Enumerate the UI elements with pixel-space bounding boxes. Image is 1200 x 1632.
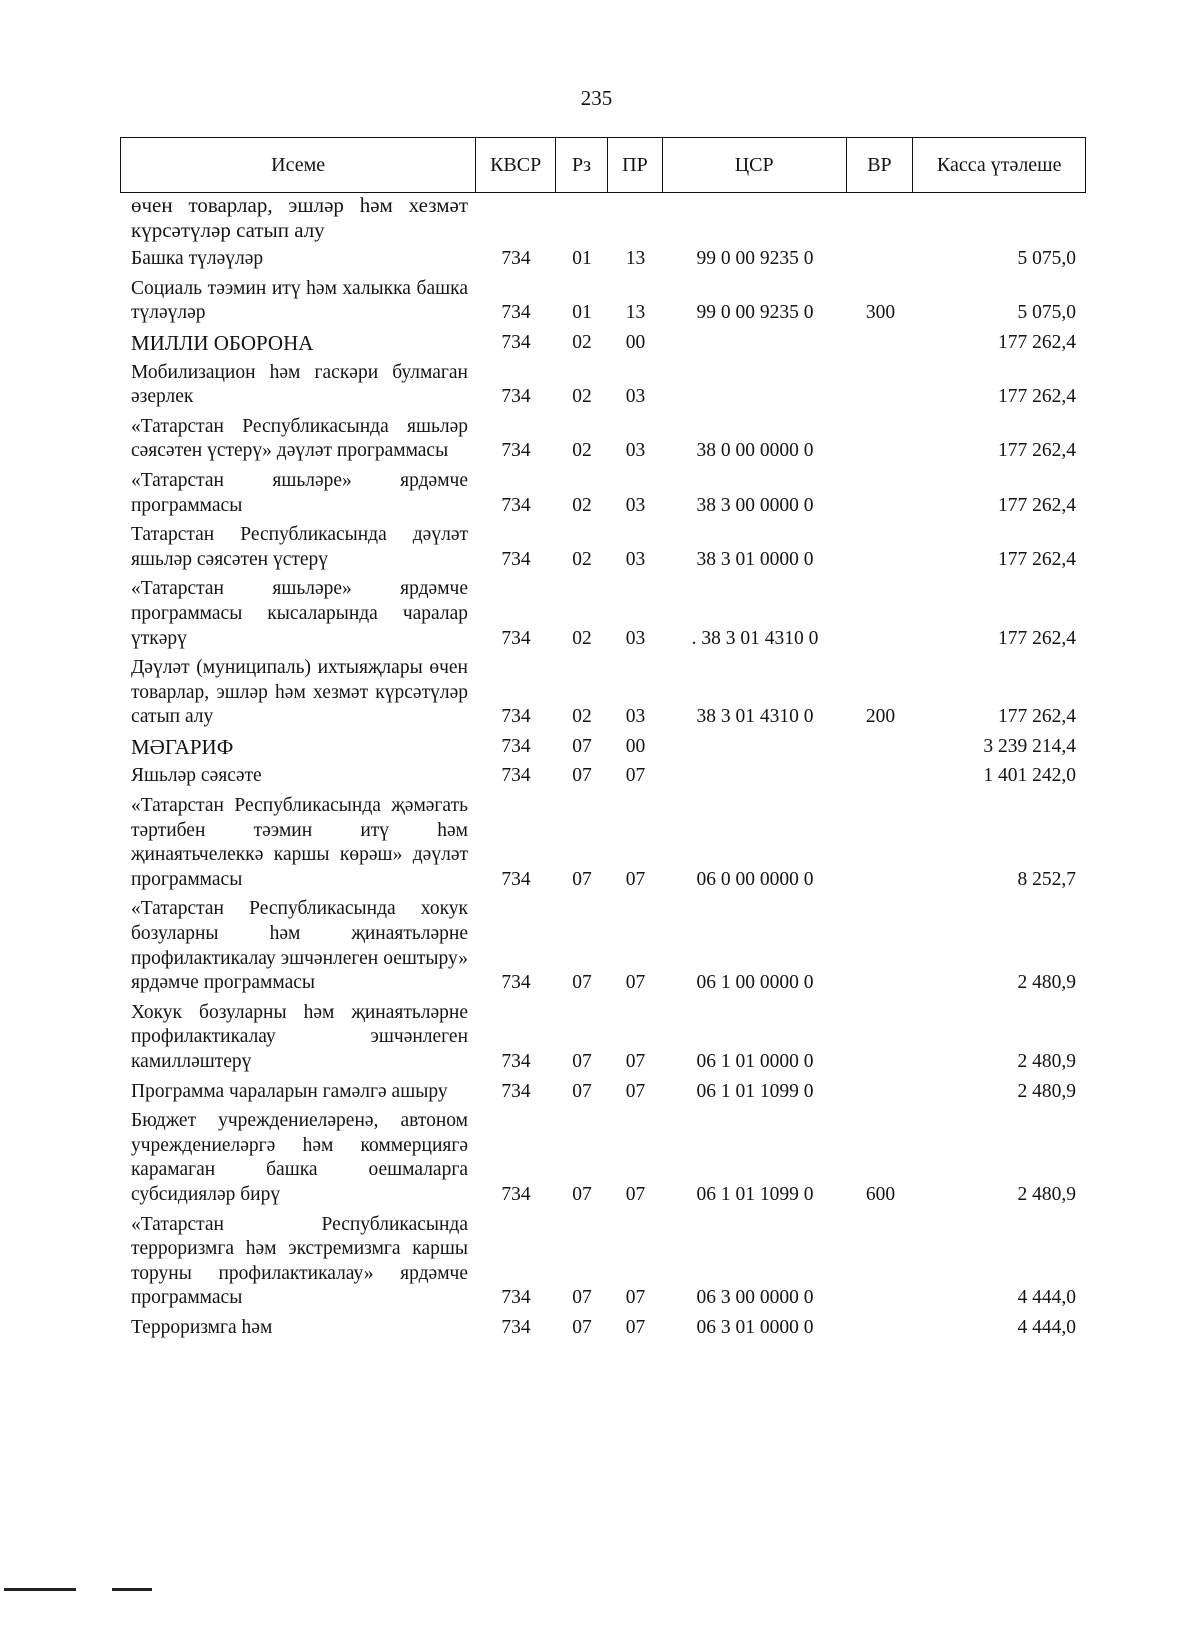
row-kvsr: 734 [501, 331, 531, 353]
row-name: Бюджет учреждениеләренә, автоном учреждениеләргә һәм коммерциягә карамаган башка оешмаларга субсидияләр бирү [131, 1110, 468, 1205]
table-body [120, 193, 1086, 1341]
table-row [120, 656, 1086, 730]
row-kvsr: 734 [501, 627, 531, 649]
row-rz: 07 [572, 868, 592, 890]
row-csr: 06 3 00 0000 0 [696, 1287, 814, 1309]
row-rz: 02 [572, 386, 592, 408]
row-csr: 99 0 00 9235 0 [696, 248, 814, 270]
table-row [120, 415, 1086, 464]
row-kvsr: 734 [501, 440, 531, 462]
row-pr: 07 [625, 1183, 646, 1205]
row-kassa: 2 480,9 [1017, 1051, 1076, 1072]
row-rz: 07 [572, 1080, 592, 1102]
row-pr: 07 [625, 1316, 646, 1338]
row-kassa: 5 075,0 [1017, 248, 1076, 270]
row-kassa: 177 262,4 [998, 440, 1076, 462]
table-row [120, 469, 1086, 518]
table-row [120, 794, 1086, 892]
row-csr: . 38 3 01 4310 0 [691, 627, 819, 649]
row-name: «Татарстан Республикасында хокук бозуларны һәм җинаятьләрне профилактикалау эшчәнлеген оештыру» ярдәмче программасы [131, 898, 468, 994]
row-name: МӘГАРИФ [131, 734, 234, 759]
table-row [120, 361, 1086, 410]
row-pr: 00 [625, 331, 646, 353]
row-name: «Татарстан яшьләре» ярдәмче программасы [131, 469, 468, 516]
row-vr: 200 [865, 706, 896, 728]
header-vr: ВР [847, 138, 914, 192]
row-name: өчен товарлар, эшләр һәм хезмәт күрсәтүләр сатып алу [131, 193, 468, 242]
row-kvsr: 734 [501, 494, 531, 516]
page-number: 235 [580, 86, 613, 110]
row-csr: 06 1 01 1099 0 [696, 1080, 814, 1102]
row-name: «Татарстан Республикасында яшьләр сәясәтен үстерү» дәүләт программасы [131, 415, 468, 462]
row-kvsr: 734 [501, 1316, 531, 1338]
row-kassa: 177 262,4 [998, 494, 1076, 516]
row-kvsr: 734 [501, 1051, 531, 1072]
row-kvsr: 734 [501, 868, 531, 890]
row-pr: 07 [625, 1051, 646, 1072]
header-kassa: Касса үтәлеше [936, 154, 1062, 176]
row-name: Башка түләүләр [131, 248, 264, 270]
row-rz: 02 [572, 627, 592, 649]
row-kvsr: 734 [501, 972, 531, 994]
row-rz: 07 [572, 1287, 592, 1309]
row-name: Татарстан Республикасында дәүләт яшьләр сәясәтен үстерү [131, 524, 468, 570]
row-pr: 03 [625, 386, 646, 408]
table-row [120, 897, 1086, 995]
row-kvsr: 734 [501, 1183, 531, 1205]
row-kvsr: 734 [501, 765, 531, 787]
header-rz: Рз [556, 138, 608, 192]
table-row [120, 331, 1086, 356]
row-rz: 07 [572, 765, 592, 787]
row-kassa: 4 444,0 [1017, 1287, 1076, 1309]
table-row [120, 523, 1086, 572]
row-name: Программа чараларын гамәлгә ашыру [131, 1080, 448, 1102]
row-pr: 07 [625, 972, 646, 994]
table-row [120, 1109, 1086, 1207]
header-name: Исеме [121, 138, 476, 192]
row-pr: 07 [625, 868, 646, 890]
row-pr: 07 [625, 765, 646, 787]
table-row [120, 1213, 1086, 1311]
table-row [120, 764, 1086, 789]
row-rz: 02 [572, 331, 592, 353]
row-kassa: 5 075,0 [1017, 302, 1076, 324]
row-csr: 06 3 01 0000 0 [696, 1316, 814, 1338]
row-vr: 600 [865, 1183, 896, 1205]
row-rz: 01 [572, 248, 592, 270]
row-name: Терроризмга һәм [131, 1316, 273, 1338]
row-pr: 03 [625, 627, 646, 649]
row-kvsr: 734 [501, 735, 531, 757]
scan-mark [112, 1588, 152, 1591]
row-csr: 99 0 00 9235 0 [696, 302, 814, 324]
row-kassa: 2 480,9 [1017, 1183, 1076, 1205]
table-row [120, 277, 1086, 326]
row-pr: 03 [625, 548, 646, 570]
row-rz: 07 [572, 972, 592, 994]
row-kvsr: 734 [501, 1287, 531, 1309]
row-csr: 06 1 01 1099 0 [696, 1183, 814, 1205]
row-kassa: 177 262,4 [998, 548, 1076, 570]
row-kassa: 177 262,4 [998, 627, 1076, 649]
row-kvsr: 734 [501, 1080, 531, 1102]
row-pr: 03 [625, 494, 646, 516]
row-pr: 07 [625, 1287, 646, 1309]
row-kvsr: 734 [501, 248, 531, 270]
row-csr: 38 0 00 0000 0 [696, 440, 814, 462]
row-name: Дәүләт (муниципаль) ихтыяҗлары өчен товарлар, эшләр һәм хезмәт күрсәтүләр сатып алу [131, 657, 468, 728]
row-name: Яшьләр сәясәте [131, 765, 262, 787]
row-kassa: 2 480,9 [1017, 972, 1076, 994]
row-csr: 06 0 00 0000 0 [696, 868, 814, 890]
table-row [120, 1001, 1086, 1075]
row-kassa: 4 444,0 [1017, 1316, 1076, 1338]
row-pr: 00 [625, 735, 646, 757]
row-csr: 06 1 01 0000 0 [696, 1051, 814, 1072]
row-name: «Татарстан Республикасында терроризмга һәм экстремизмга каршы торуны профилактикалау» ярдәмче программасы [131, 1213, 468, 1309]
row-name: МИЛЛИ ОБОРОНА [131, 330, 314, 355]
header-pr: ПР [608, 138, 663, 192]
row-pr: 13 [625, 302, 646, 324]
row-name: «Татарстан яшьләре» ярдәмче программасы кысаларында чаралар үткәрү [131, 578, 468, 649]
row-rz: 02 [572, 494, 592, 516]
header-kvsr: КВСР [476, 138, 556, 192]
row-kvsr: 734 [501, 548, 531, 570]
row-kassa: 177 262,4 [998, 331, 1076, 353]
row-rz: 07 [572, 1316, 592, 1338]
row-pr: 03 [625, 440, 646, 462]
row-kvsr: 734 [501, 386, 531, 408]
table-row [120, 577, 1086, 651]
row-name: Мобилизацион һәм гаскәри булмаган әзерлек [131, 361, 468, 408]
table-row [120, 735, 1086, 760]
row-pr: 13 [625, 248, 646, 270]
row-csr: 06 1 00 0000 0 [696, 972, 814, 994]
row-rz: 02 [572, 706, 592, 728]
row-kassa: 8 252,7 [1017, 868, 1076, 890]
row-name: Социаль тәэмин итү һәм халыкка башка түләүләр [131, 277, 468, 324]
row-csr: 38 3 00 0000 0 [696, 494, 814, 516]
row-vr: 300 [865, 302, 896, 324]
row-pr: 03 [625, 706, 646, 728]
table-header [120, 137, 1086, 193]
row-rz: 07 [572, 735, 592, 757]
table-row [120, 1316, 1086, 1341]
row-kassa: 1 401 242,0 [983, 765, 1076, 787]
row-kvsr: 734 [501, 302, 531, 324]
row-rz: 07 [572, 1051, 592, 1072]
row-rz: 02 [572, 548, 592, 570]
row-name: Хокук бозуларны һәм җинаятьләрне профилактикалау эшчәнлеген камилләштерү [131, 1001, 468, 1072]
row-csr: 38 3 01 4310 0 [696, 706, 814, 728]
table-row [120, 247, 1086, 272]
row-kassa: 3 239 214,4 [983, 735, 1076, 757]
row-rz: 01 [572, 302, 592, 324]
table-row [120, 193, 1086, 242]
row-pr: 07 [625, 1080, 646, 1102]
row-csr: 38 3 01 0000 0 [696, 548, 814, 570]
table-row [120, 1080, 1086, 1105]
header-csr: ЦСР [663, 138, 847, 192]
row-kassa: 2 480,9 [1017, 1080, 1076, 1102]
row-rz: 07 [572, 1183, 592, 1205]
row-rz: 02 [572, 440, 592, 462]
row-kvsr: 734 [501, 706, 531, 728]
scan-mark [4, 1588, 76, 1591]
row-kassa: 177 262,4 [998, 386, 1076, 408]
row-kassa: 177 262,4 [998, 706, 1076, 728]
row-name: «Татарстан Республикасында җәмәгать тәртибен тәэмин итү һәм җинаятьчелеккә каршы көрәш» дәүләт программасы [131, 795, 468, 890]
